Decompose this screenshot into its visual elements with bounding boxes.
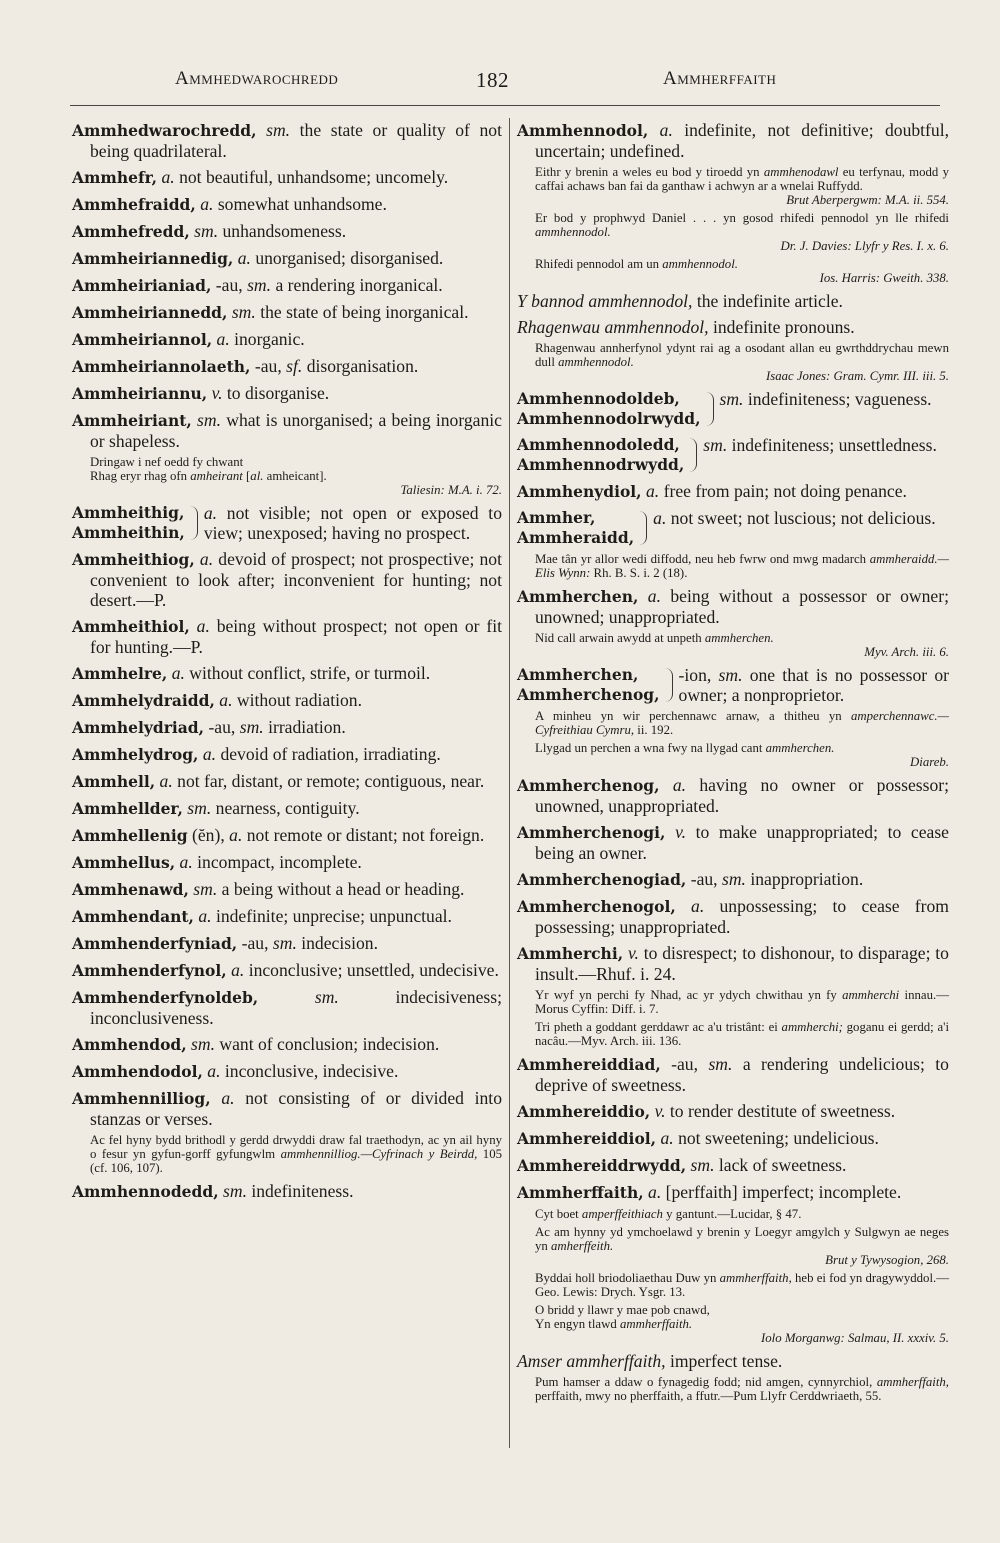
grammar-tag: a. — [691, 896, 705, 916]
phrase: Rhagenwau ammhennodol, indefinite pronouns. — [517, 317, 855, 337]
headword: Ammhefredd, — [72, 222, 190, 241]
definition: inorganic. — [234, 329, 305, 349]
pronunciation: (ĕn), — [192, 825, 225, 845]
brace — [703, 392, 714, 426]
headword: Ammhelydriad, — [72, 718, 205, 737]
headword: Ammhereiddio, — [517, 1102, 651, 1121]
entry — [517, 1054, 949, 1095]
definition: indecisiveness; inconclusiveness. — [90, 987, 502, 1028]
definition: indefiniteness; unsettledness. — [731, 435, 937, 455]
definition: disorganisation. — [306, 356, 419, 376]
entry — [517, 1155, 949, 1176]
headword: Ammhennodolrwydd, — [517, 409, 701, 428]
entry — [72, 167, 502, 188]
headword: Ammheiriannol, — [72, 330, 213, 349]
headword: Ammherchenogol, — [517, 897, 676, 916]
headword: Ammhendod, — [72, 1035, 187, 1054]
entry — [72, 410, 502, 451]
running-header — [0, 68, 1000, 94]
entry — [72, 987, 502, 1028]
grammar-tag: sm. — [703, 435, 728, 455]
grammar-tag: a. — [207, 1061, 221, 1081]
headword: Ammhennodrwydd, — [517, 455, 685, 474]
grammar-tag: a. — [203, 503, 218, 523]
definition: incompact, incomplete. — [197, 852, 362, 872]
headword: Ammhenderfynol, — [72, 961, 227, 980]
headword: Ammhendant, — [72, 907, 194, 926]
headword: Ammheiriannedig, — [72, 249, 234, 268]
plural-suffix: -ion, — [678, 665, 712, 685]
grammar-tag: sm. — [266, 120, 291, 140]
entry — [517, 435, 949, 475]
citation: A minheu yn wir perchennawc arnaw, a thitheu yn amperchennawc.—Cyfreithiau Cymru, ii. 192. — [535, 709, 949, 737]
entry — [517, 1128, 949, 1149]
headword: Ammheraidd, — [517, 528, 635, 547]
entry — [72, 690, 502, 711]
entry — [72, 275, 502, 296]
left-column — [72, 120, 502, 1208]
grammar-tag: a. — [200, 194, 214, 214]
headword: Ammhellus, — [72, 853, 176, 872]
definition: unpossessing; to cease from possessing; unappropriated. — [535, 896, 949, 937]
entry — [72, 825, 502, 846]
citation-line: Rhag eryr rhag ofn amheirant [al. amheicant]. — [90, 469, 327, 483]
headword: Ammhellder, — [72, 799, 183, 818]
headword: Ammheithiol, — [72, 617, 190, 636]
headword: Ammhefraidd, — [72, 195, 196, 214]
plural-suffix: -au, — [671, 1054, 699, 1074]
grammar-tag: sm. — [314, 987, 339, 1007]
definition: devoid of prospect; not prospective; not convenient to look after; inconvenient for hunting; not desert.—P. — [90, 549, 502, 610]
grammar-tag: a. — [161, 167, 175, 187]
headword: Ammheiriant, — [72, 411, 192, 430]
entry — [72, 1061, 502, 1082]
entry — [517, 586, 949, 627]
entry — [517, 481, 949, 502]
definition: having no owner or possessor; unowned, unappropriated. — [535, 775, 950, 816]
definition: a rendering inorganical. — [275, 275, 443, 295]
citation-source: Isaac Jones: Gram. Cymr. III. iii. 5. — [765, 369, 949, 383]
grammar-tag: a. — [672, 775, 687, 795]
entry — [72, 663, 502, 684]
headword: Ammhelydrog, — [72, 745, 199, 764]
entry — [72, 221, 502, 242]
definition: not remote or distant; not foreign. — [246, 825, 485, 845]
entry — [72, 960, 502, 981]
grammar-tag: sm. — [193, 879, 218, 899]
entry — [517, 120, 949, 161]
definition: one that is no possessor or owner; a nonproprietor. — [678, 665, 949, 705]
headword: Ammherchen, — [517, 665, 639, 684]
citation — [72, 455, 502, 497]
entry — [72, 248, 502, 269]
entry — [72, 879, 502, 900]
definition: indecision. — [301, 933, 378, 953]
headword: Ammherchenogi, — [517, 823, 666, 842]
grammar-tag: v. — [211, 383, 223, 403]
entry — [72, 744, 502, 765]
grammar-tag: sf. — [286, 356, 303, 376]
right-column — [517, 120, 949, 1409]
definition: inconclusive; unsettled, undecisive. — [248, 960, 499, 980]
grammar-tag: a. — [216, 329, 230, 349]
citation-source: Iolo Morganwg: Salmau, II. xxxiv. 5. — [761, 1331, 949, 1345]
entry — [517, 389, 949, 429]
entry — [72, 549, 502, 610]
phrase: Y bannod ammhennodol, the indefinite article. — [517, 291, 843, 311]
column-divider — [509, 118, 510, 1448]
definition: to disrespect; to dishonour, to disparage; to insult.—Rhuf. i. 24. — [535, 943, 949, 984]
definition: lack of sweetness. — [718, 1155, 847, 1175]
citation: Ac am hynny yd ymchoelawd y brenin y Loegyr amgylch y Sulgwyn ae neges yn amherffeith. Brut y Tywysogion, 268. — [535, 1225, 949, 1267]
citation-line: Dringaw i nef oedd fy chwant — [90, 455, 244, 469]
entry — [517, 775, 949, 816]
headword: Ammheiriannu, — [72, 384, 208, 403]
headword: Ammheithin, — [72, 523, 185, 542]
headword: Ammhenderfyniad, — [72, 934, 238, 953]
definition: free from pain; not doing penance. — [663, 481, 907, 501]
headword: Ammherchenogiad, — [517, 870, 687, 889]
headword: Ammhennodoldeb, — [517, 389, 680, 408]
entry — [72, 1034, 502, 1055]
grammar-tag: a. — [219, 690, 233, 710]
citation-source: Taliesin: M.A. i. 72. — [400, 483, 502, 497]
grammar-tag: a. — [237, 248, 251, 268]
headword: Ammheirianiad, — [72, 276, 212, 295]
definition: not consisting of or divided into stanzas or verses. — [90, 1088, 502, 1129]
headword: Ammherchenog, — [517, 776, 660, 795]
phrase: Amser ammherffaith, imperfect tense. — [517, 1351, 783, 1371]
grammar-tag: a. — [198, 906, 212, 926]
definition: a rendering undelicious; to deprive of sweetness. — [535, 1054, 949, 1095]
citation: Tri pheth a goddant gerddawr ac a'u tristânt: ei ammherchi; goganu ei gerdd; a'i nacâu.—Myv. Arch. iii. 136. — [535, 1020, 950, 1048]
grammar-tag: sm. — [708, 1054, 733, 1074]
entry — [517, 896, 949, 937]
grammar-tag: sm. — [718, 665, 743, 685]
entry — [72, 503, 502, 543]
definition: not sweetening; undelicious. — [678, 1128, 879, 1148]
definition: the state of being inorganical. — [260, 302, 469, 322]
brace — [662, 668, 673, 702]
definition: a being without a head or heading. — [221, 879, 465, 899]
grammar-tag: sm. — [223, 1181, 247, 1201]
entry — [72, 302, 502, 323]
citation-source: Diareb. — [910, 755, 949, 769]
citation: Mae tân yr allor wedi diffodd, neu heb fwrw ond mwg madarch ammheraidd.—Elis Wynn: Rh. B. S. i. 2 (18). — [535, 552, 949, 580]
citation: Eithr y brenin a weles eu bod y tiroedd yn ammhenodawl eu terfynau, modd y caffai achaws ban fai da ganthaw i achwyn ar a wnelai Ruffydd. Brut Aberpergwm: M.A. ii. 554. — [535, 165, 949, 207]
definition: unorganised; disorganised. — [255, 248, 444, 268]
grammar-tag: sm. — [239, 717, 264, 737]
headword: Ammheiriannolaeth, — [72, 357, 251, 376]
headword: Ammhennodol, — [517, 121, 649, 140]
definition: inconclusive, indecisive. — [224, 1061, 399, 1081]
entry — [517, 869, 949, 890]
headword: Ammhellenig — [72, 826, 188, 845]
citation-source: Ios. Harris: Gweith. 338. — [819, 271, 949, 285]
headword: Ammhelydraidd, — [72, 691, 215, 710]
definition: being without a possessor or owner; unowned; unappropriated. — [535, 586, 949, 627]
headword: Ammheiriannedd, — [72, 303, 228, 322]
definition: being without prospect; not open or fit for hunting.—P. — [90, 616, 503, 657]
brace — [686, 438, 697, 472]
headword: Ammhenderfynoldeb, — [72, 988, 259, 1007]
entry — [72, 356, 502, 377]
entry — [517, 665, 949, 705]
definition: not visible; not open or exposed to view; unexposed; having no prospect. — [203, 503, 502, 543]
right-guide-word: Ammherffaith — [663, 68, 777, 89]
citation: Er bod y prophwyd Daniel . . . yn gosod rhifedi pennodol yn lle rhifedi ammhennodol. Dr. J. Davies: Llyfr y Res. I. x. 6. — [535, 211, 949, 253]
definition: unhandsomeness. — [222, 221, 347, 241]
definition: to render destitute of sweetness. — [669, 1101, 896, 1121]
grammar-tag: v. — [654, 1101, 666, 1121]
grammar-tag: sm. — [197, 410, 221, 430]
definition: the state or quality of not being quadrilateral. — [90, 120, 502, 161]
definition: to disorganise. — [226, 383, 330, 403]
definition: what is unorganised; a being inorganic or shapeless. — [90, 410, 502, 451]
entry — [72, 1181, 502, 1202]
grammar-tag: a. — [171, 663, 185, 683]
definition: nearness, contiguity. — [215, 798, 360, 818]
grammar-tag: a. — [231, 960, 245, 980]
grammar-tag: v. — [627, 943, 639, 963]
headword: Ammhedwarochredd, — [72, 121, 257, 140]
citation: Pum hamser a ddaw o fynagedig fodd; nid amgen, cynnyrchiol, ammherffaith, perffaith, mwy no pherffaith, a ffutr.—Pum Llyfr Cerddwriaeth, 55. — [535, 1375, 949, 1403]
definition: to make unappropriated; to cease being an owner. — [535, 822, 949, 863]
grammar-tag: sm. — [194, 221, 219, 241]
entry — [72, 906, 502, 927]
definition: not far, distant, or remote; contiguous, near. — [177, 771, 485, 791]
headword: Ammhennodedd, — [72, 1182, 219, 1201]
headword: Ammhereiddrwydd, — [517, 1156, 687, 1175]
grammar-tag: sm. — [722, 869, 746, 889]
plural-suffix: -au, — [208, 717, 236, 737]
grammar-tag: a. — [179, 852, 193, 872]
entry — [72, 717, 502, 738]
grammar-tag: v. — [675, 822, 686, 842]
grammar-tag: sm. — [247, 275, 272, 295]
citation: Nid call arwain awydd at unpeth ammherchen. Myv. Arch. iii. 6. — [535, 631, 949, 659]
entry — [517, 822, 949, 863]
entry — [72, 933, 502, 954]
entry — [72, 1088, 502, 1129]
grammar-tag: a. — [647, 586, 661, 606]
citation: Cyt boet amperffeithiach y gantunt.—Lucidar, § 47. — [535, 1207, 802, 1221]
entry — [517, 1182, 949, 1203]
citation-source: Brut Aberpergwm: M.A. ii. 554. — [786, 193, 949, 207]
entry — [72, 798, 502, 819]
headword: Ammhenawd, — [72, 880, 189, 899]
plural-suffix: -au, — [690, 869, 718, 889]
entry — [72, 852, 502, 873]
citation-line: O bridd y llawr y mae pob cnawd, — [535, 1303, 710, 1317]
citation: Byddai holl briodoliaethau Duw yn ammherffaith, heb ei fod yn dragywyddol.—Geo. Lewis: Drych. Ysgr. 13. — [535, 1271, 950, 1299]
entry — [72, 616, 502, 657]
grammar-tag: sm. — [187, 798, 212, 818]
brace — [636, 511, 647, 545]
headword: Ammhenydiol, — [517, 482, 642, 501]
grammar-tag: a. — [202, 744, 217, 764]
grammar-tag: sm. — [231, 302, 256, 322]
grammar-tag: a. — [653, 508, 667, 528]
grammar-tag: a. — [660, 1128, 674, 1148]
entry — [72, 383, 502, 404]
headword: Ammhefr, — [72, 168, 158, 187]
headword: Ammhennilliog, — [72, 1089, 211, 1108]
entry — [72, 771, 502, 792]
grammar-tag: sm. — [690, 1155, 715, 1175]
plural-suffix: -au, — [215, 275, 243, 295]
citation-source: Dr. J. Davies: Llyfr y Res. I. x. 6. — [780, 239, 949, 253]
definition: irradiation. — [268, 717, 346, 737]
headword: Ammherchen, — [517, 587, 639, 606]
grammar-tag: a. — [229, 825, 243, 845]
citation: Ac fel hyny bydd brithodl y gerdd drwyddi draw fal traethodyn, ac yn ail hyny o fesur yn gyfun-gorff gyfungwlm ammhennilliog.—Cyfrinach y Beirdd, 105 (cf. 106, 107). — [90, 1133, 502, 1175]
citation: Llygad un perchen a wna fwy na llygad cant ammherchen. Diareb. — [535, 741, 949, 769]
page-number: 182 — [476, 68, 509, 92]
definition: [perffaith] imperfect; incomplete. — [665, 1182, 902, 1202]
headword: Ammhendodol, — [72, 1062, 203, 1081]
grammar-tag: a. — [199, 549, 214, 569]
headword: Ammhelre, — [72, 664, 168, 683]
headword: Ammhereiddiol, — [517, 1129, 657, 1148]
plural-suffix: -au, — [241, 933, 269, 953]
headword: Ammherffaith, — [517, 1183, 644, 1202]
definition: not beautiful, unhandsome; uncomely. — [179, 167, 449, 187]
grammar-tag: sm. — [191, 1034, 215, 1054]
entry — [517, 943, 949, 984]
plural-suffix: -au, — [254, 356, 282, 376]
definition: indefinite; unprecise; unpunctual. — [215, 906, 452, 926]
headword: Ammhell, — [72, 772, 156, 791]
headword: Ammherchenog, — [517, 685, 660, 704]
headword: Ammhereiddiad, — [517, 1055, 661, 1074]
grammar-tag: sm. — [272, 933, 297, 953]
grammar-tag: a. — [646, 481, 660, 501]
definition: without radiation. — [236, 690, 362, 710]
grammar-tag: a. — [159, 771, 173, 791]
headword: Ammheithig, — [72, 503, 185, 522]
citation-source: Myv. Arch. iii. 6. — [864, 645, 949, 659]
header-rule — [70, 105, 940, 106]
definition: without conflict, strife, or turmoil. — [189, 663, 431, 683]
entry — [72, 120, 502, 161]
grammar-tag: a. — [196, 616, 210, 636]
citation-line: Yn engyn tlawd ammherffaith. — [535, 1317, 693, 1331]
citation — [517, 1303, 949, 1345]
brace — [187, 506, 198, 540]
headword: Ammherchi, — [517, 944, 624, 963]
citation: Yr wyf yn perchi fy Nhad, ac yr ydych chwithau yn fy ammherchi innau.—Morus Cyffin: Diff. i. 7. — [535, 988, 949, 1016]
definition: somewhat unhandsome. — [217, 194, 387, 214]
definition: devoid of radiation, irradiating. — [220, 744, 441, 764]
citation: Rhifedi pennodol am un ammhennodol. Ios. Harris: Gweith. 338. — [535, 257, 949, 285]
entry — [517, 1101, 949, 1122]
headword: Ammheithiog, — [72, 550, 195, 569]
left-guide-word: Ammhedwarochredd — [175, 68, 339, 89]
grammar-tag: a. — [648, 1182, 662, 1202]
grammar-tag: a. — [659, 120, 673, 140]
headword: Ammhennodoledd, — [517, 435, 680, 454]
definition: inappropriation. — [750, 869, 864, 889]
citation-source: Brut y Tywysogion, 268. — [825, 1253, 949, 1267]
entry — [72, 194, 502, 215]
definition: not sweet; not luscious; not delicious. — [670, 508, 936, 528]
definition: indefiniteness; vagueness. — [747, 389, 932, 409]
grammar-tag: a. — [221, 1088, 235, 1108]
definition: want of conclusion; indecision. — [219, 1034, 440, 1054]
headword: Ammher, — [517, 508, 596, 527]
definition: indefinite, not definitive; doubtful, uncertain; undefined. — [535, 120, 949, 161]
definition: indefiniteness. — [251, 1181, 354, 1201]
entry — [72, 329, 502, 350]
citation: Rhagenwau annherfynol ydynt rai ag a osodant allan eu gwrthddrychau mewn dull ammhennodol. Isaac Jones: Gram. Cymr. III. iii. 5. — [535, 341, 949, 383]
grammar-tag: sm. — [719, 389, 744, 409]
entry — [517, 508, 949, 548]
